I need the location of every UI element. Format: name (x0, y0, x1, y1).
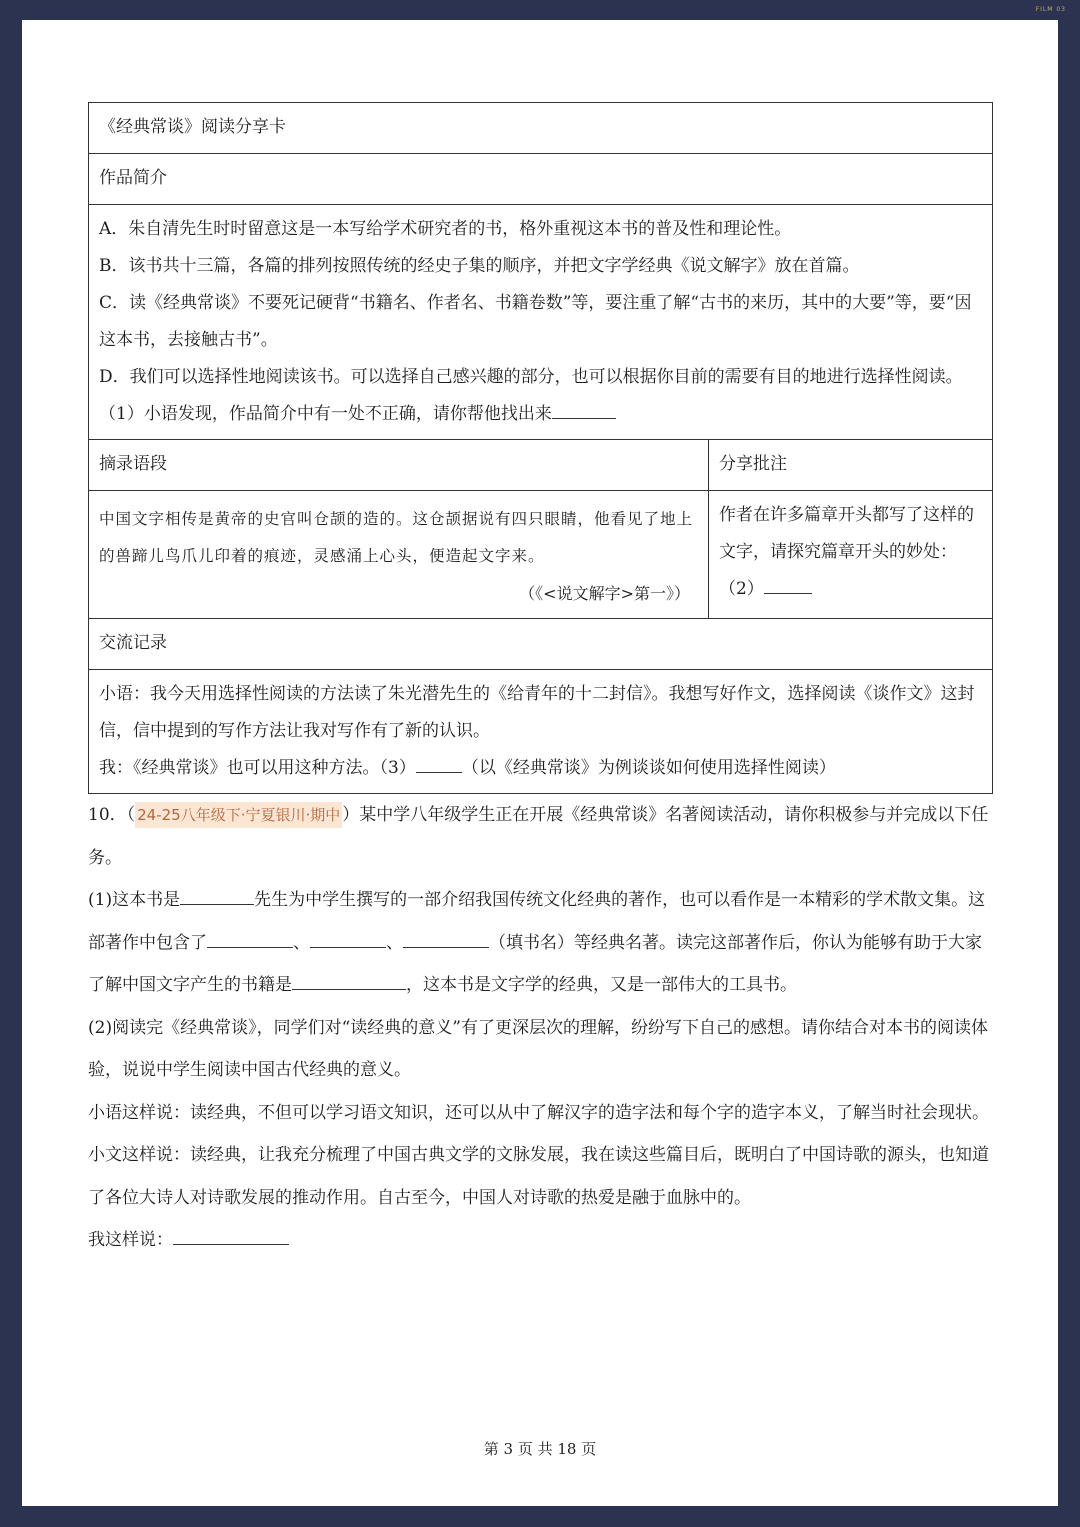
answer-blank-3[interactable] (416, 752, 462, 773)
question-10-part-2: (2)阅读完《经典常谈》，同学们对“读经典的意义”有了更深层次的理解，纷纷写下自己的感想。请你结合对本书的阅读体验，说说中学生阅读中国古代经典的意义。 (88, 1017, 988, 1080)
option-b: B．该书共十三篇，各篇的排列按照传统的经史子集的顺序，并把文字学经典《说文解字》放在首篇。 (99, 256, 860, 276)
question-10-intro (88, 794, 992, 879)
document-page (22, 20, 1058, 1506)
xiaoyu-says: 小语这样说：读经典，不但可以学习语文知识，还可以从中了解汉字的造字法和每个字的造字本义，了解当时社会现状。 (88, 1102, 989, 1123)
exchange-line-2-text: 我：《经典常谈》也可以用这种方法。（3） (99, 758, 416, 778)
corner-watermark: FILM 03 (1035, 6, 1066, 13)
question-10 (88, 794, 992, 1262)
card-title: 《经典常谈》阅读分享卡 (89, 103, 993, 154)
exchange-line-2-note: （以《经典常谈》为例谈谈如何使用选择性阅读） (461, 758, 836, 778)
excerpt-text: 中国文字相传是黄帝的史官叫仓颉的造的。这仓颉据说有四只眼睛，他看见了地上的兽蹄儿鸟爪儿印着的痕迹，灵感涌上心头，便造起文字来。 (99, 510, 694, 565)
annotation-cell (709, 491, 993, 619)
option-c: C．读《经典常谈》不要死记硬背“书籍名、作者名、书籍卷数”等，要注重了解“古书的来历，其中的大要”等，要“因这本书，去接触古书”。 (99, 293, 972, 350)
exchange-line-1: 小语：我今天用选择性阅读的方法读了朱光潜先生的《给青年的十二封信》。我想写好作文，选择阅读《谈作文》这封信，信中提到的写作方法让我对写作有了新的认识。 (99, 684, 975, 741)
part-1-text-a: (1)这本书是 (88, 890, 181, 910)
separator-2: 、 (386, 932, 403, 953)
question-10-part-1 (88, 879, 992, 1007)
excerpt-label: 摘录语段 (89, 440, 709, 491)
intro-label: 作品简介 (89, 154, 993, 205)
page-content (88, 102, 992, 1262)
question-2-text: （2） (719, 579, 764, 599)
exchange-record (89, 670, 993, 794)
xiaowen-says: 小文这样说：读经典，让我充分梳理了中国古典文学的文脉发展，我在读这些篇目后，既明白了中国诗歌的源头，也知道了各位大诗人对诗歌发展的推动作用。自古至今，中国人对诗歌的热爱是融于血脉中的。 (88, 1145, 989, 1208)
separator-1: 、 (293, 932, 310, 953)
option-d: D．我们可以选择性地阅读该书。可以选择自己感兴趣的部分，也可以根据你目前的需要有目的地进行选择性阅读。 (99, 367, 963, 387)
blank-book-3[interactable] (403, 927, 489, 948)
question-2 (719, 571, 982, 608)
part-1-text-b: 先生为中学生撰写的一部介绍我国传统文化经典的著作，也可以看作是一本精彩的学术散文集。这部著作中包含了 (88, 890, 986, 953)
i-say-label: 我这样说： (88, 1230, 173, 1250)
page-footer: 第 3 页 共 18 页 (483, 1440, 597, 1458)
blank-book-4[interactable] (292, 969, 406, 990)
annotation-text: 作者在许多篇章开头都写了这样的文字，请探究篇章开头的妙处： (719, 505, 974, 562)
question-1-text: （1）小语发现，作品简介中有一处不正确，请你帮他找出来 (99, 404, 552, 424)
blank-author[interactable] (180, 884, 254, 905)
annotation-label: 分享批注 (709, 440, 993, 491)
part-1-text-d: ，这本书是文字学的经典，又是一部伟大的工具书。 (406, 975, 797, 995)
i-say (88, 1219, 992, 1262)
answer-blank-2[interactable] (764, 573, 812, 594)
answer-blank-1[interactable] (552, 398, 616, 419)
blank-book-1[interactable] (207, 927, 293, 948)
reading-share-card (88, 102, 993, 794)
part-1-text-c: （填书名）等经典名著。读完这部著作后，你认为能够有助于大家了解中国文字产生的书籍是 (88, 932, 982, 995)
blank-i-say[interactable] (173, 1224, 289, 1245)
excerpt-source: （《<说文解字>第一》） (519, 584, 690, 603)
exchange-line-2 (99, 750, 982, 787)
excerpt-cell (89, 491, 709, 619)
exchange-label: 交流记录 (89, 619, 993, 670)
intro-options (89, 205, 993, 440)
source-tag[interactable]: 24-25八年级下·宁夏银川·期中 (135, 802, 342, 828)
question-1 (99, 396, 982, 433)
blank-book-2[interactable] (310, 927, 386, 948)
question-10-number: 10．（ (88, 805, 136, 825)
option-a: A．朱自清先生时时留意这是一本写给学术研究者的书，格外重视这本书的普及性和理论性。 (99, 219, 792, 239)
question-10-intro-text: ）某中学八年级学生正在开展《经典常谈》名著阅读活动，请你积极参与并完成以下任务。 (88, 805, 989, 868)
